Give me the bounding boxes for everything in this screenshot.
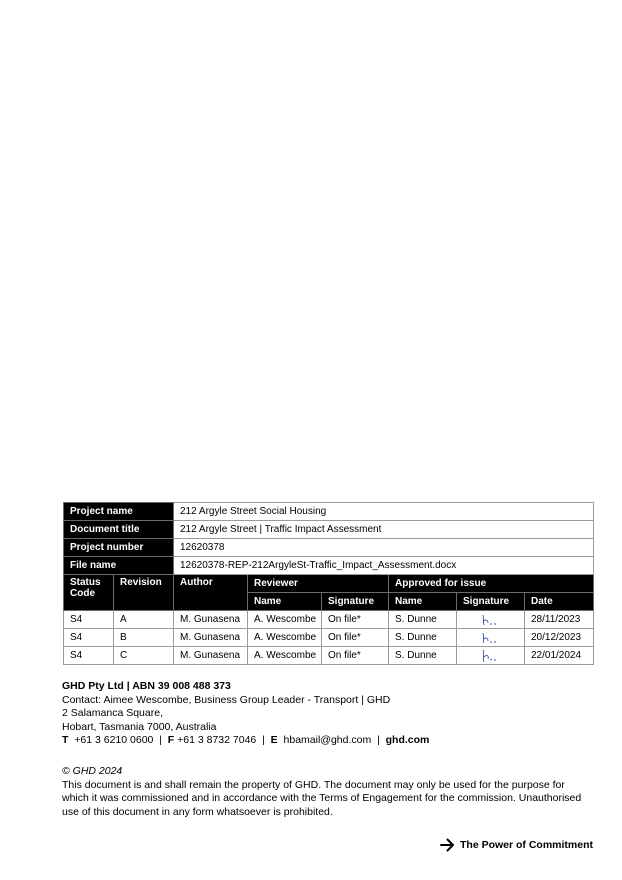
footer-brand xyxy=(440,838,593,852)
copyright-text-2: which it was commissioned and in accordance with the Terms of Engagement for the commission. Unauthorised xyxy=(62,792,582,805)
approver-signature-cell xyxy=(457,611,525,629)
approver-signature-header: Signature xyxy=(457,593,525,611)
copyright-block xyxy=(62,765,602,819)
file-name-value: 12620378-REP-212ArgyleSt-Traffic_Impact_Assessment.docx xyxy=(174,557,594,575)
reviewer-name-cell: A. Wescombe xyxy=(248,611,322,629)
status-code-header: Status Code xyxy=(64,575,114,611)
contact-numbers-line: T +61 3 6210 0600 | F +61 3 8732 7046 | E hbamail@ghd.com | ghd.com xyxy=(62,734,430,747)
copyright-text-3: use of this document in any form whatsoever is prohibited. xyxy=(62,805,333,818)
approver-name-header: Name xyxy=(389,593,457,611)
project-number-value: 12620378 xyxy=(174,539,594,557)
table-row xyxy=(64,611,594,629)
approver-name-cell: S. Dunne xyxy=(389,647,457,665)
status-cell: S4 xyxy=(64,629,114,647)
email-address[interactable]: hbamail@ghd.com xyxy=(283,734,372,747)
document-title-row xyxy=(64,521,594,539)
approved-header: Approved for issue xyxy=(389,575,594,593)
copyright-text-1: This document is and shall remain the property of GHD. The document may only be used for the purpose for xyxy=(62,778,565,791)
table-row xyxy=(64,629,594,647)
footer-tagline: The Power of Commitment xyxy=(460,839,594,851)
document-title-value: 212 Argyle Street | Traffic Impact Assessment xyxy=(174,521,594,539)
author-cell: M. Gunasena xyxy=(174,647,248,665)
date-cell: 28/11/2023 xyxy=(525,611,594,629)
reviewer-name-cell: A. Wescombe xyxy=(248,629,322,647)
reviewer-signature-cell: On file* xyxy=(322,611,389,629)
approver-signature-cell xyxy=(457,629,525,647)
reviewer-signature-cell: On file* xyxy=(322,647,389,665)
phone-label: T xyxy=(62,734,69,747)
status-cell: S4 xyxy=(64,611,114,629)
project-name-row xyxy=(64,503,594,521)
contact-line: Contact: Aimee Wescombe, Business Group Leader - Transport | GHD xyxy=(62,693,391,706)
copyright-line: © GHD 2024 xyxy=(62,765,123,777)
signature-image xyxy=(480,631,502,645)
date-cell: 22/01/2024 xyxy=(525,647,594,665)
company-name-line: GHD Pty Ltd | ABN 39 008 488 373 xyxy=(62,680,231,692)
project-name-value: 212 Argyle Street Social Housing xyxy=(174,503,594,521)
revision-cell: A xyxy=(114,611,174,629)
address-line-2: Hobart, Tasmania 7000, Australia xyxy=(62,720,217,733)
revision-cell: B xyxy=(114,629,174,647)
date-cell: 20/12/2023 xyxy=(525,629,594,647)
company-details xyxy=(62,680,602,748)
table-row xyxy=(64,647,594,665)
status-cell: S4 xyxy=(64,647,114,665)
file-name-label: File name xyxy=(64,557,174,575)
document-control-table xyxy=(63,502,594,665)
reviewer-signature-header: Signature xyxy=(322,593,389,611)
signature-image xyxy=(480,613,502,627)
project-number-label: Project number xyxy=(64,539,174,557)
reviewer-signature-cell: On file* xyxy=(322,629,389,647)
project-number-row xyxy=(64,539,594,557)
author-header: Author xyxy=(174,575,248,611)
file-name-row xyxy=(64,557,594,575)
reviewer-name-header: Name xyxy=(248,593,322,611)
email-label: E xyxy=(270,734,278,747)
signature-image xyxy=(480,649,502,663)
revision-header-row-1 xyxy=(64,575,594,593)
author-cell: M. Gunasena xyxy=(174,611,248,629)
revision-header: Revision xyxy=(114,575,174,611)
author-cell: M. Gunasena xyxy=(174,629,248,647)
project-name-label: Project name xyxy=(64,503,174,521)
reviewer-name-cell: A. Wescombe xyxy=(248,647,322,665)
approver-name-cell: S. Dunne xyxy=(389,629,457,647)
arrow-right-icon xyxy=(440,838,455,852)
reviewer-header: Reviewer xyxy=(248,575,389,593)
approver-signature-cell xyxy=(457,647,525,665)
phone-number: +61 3 6210 0600 xyxy=(74,734,154,747)
website-link[interactable]: ghd.com xyxy=(385,734,430,747)
document-title-label: Document title xyxy=(64,521,174,539)
fax-label: F xyxy=(167,734,175,747)
address-line-1: 2 Salamanca Square, xyxy=(62,707,163,720)
revision-cell: C xyxy=(114,647,174,665)
date-header: Date xyxy=(525,593,594,611)
approver-name-cell: S. Dunne xyxy=(389,611,457,629)
fax-number: +61 3 8732 7046 xyxy=(177,734,257,747)
